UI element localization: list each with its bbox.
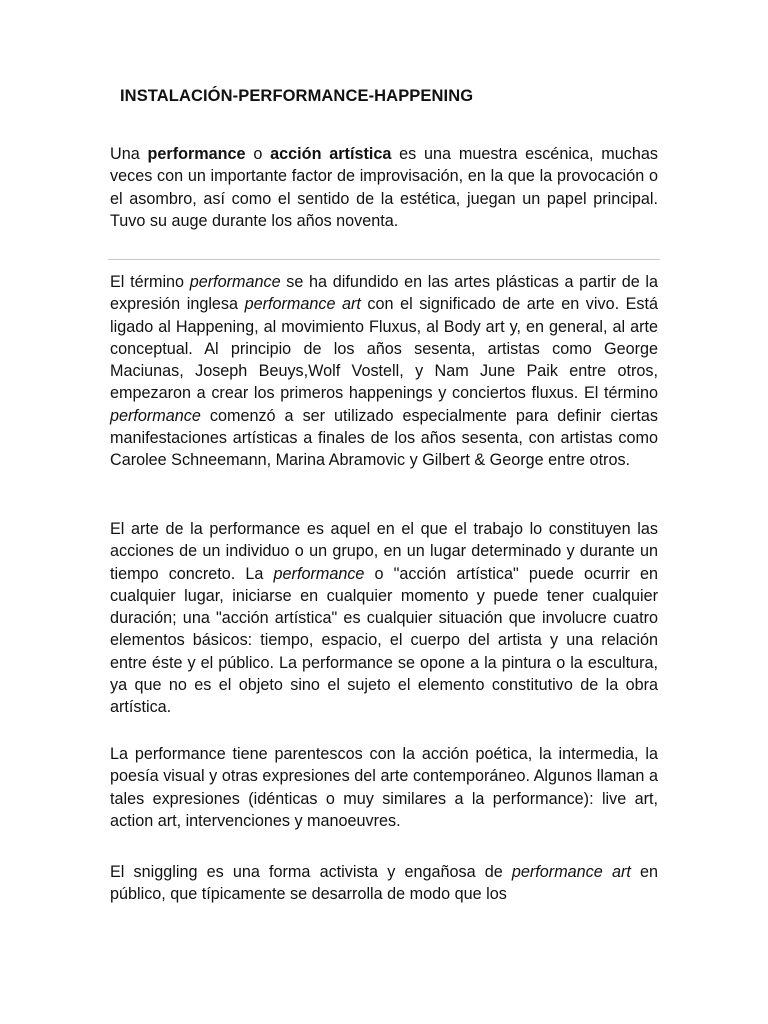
italic-term: performance bbox=[110, 406, 201, 425]
text-run: con el significado de arte en vivo. Está ligado al Happening, al movimiento Fluxus, al Body art y, en general, al arte conceptual. Al principio de los años sesenta, artistas como George Maciunas, Joseph Beuys,Wolf Vostell, y Nam June Paik entre otros, empezaron a crear los primeros happenings y conciertos fluxus. El término bbox=[110, 295, 658, 403]
text-run: Una bbox=[110, 145, 148, 163]
section-divider bbox=[108, 259, 660, 260]
intro-paragraph bbox=[110, 143, 658, 232]
bold-term: performance bbox=[147, 145, 246, 163]
text-run: La performance tiene parentescos con la acción poética, la intermedia, la poesía visual y otras expresiones del arte contemporáneo. Algunos llaman a tales expresiones (idénticas o muy similares a la performance): live art, action art, intervenciones y manoeuvres. bbox=[110, 745, 658, 830]
document-title: INSTALACIÓN-PERFORMANCE-HAPPENING bbox=[120, 87, 474, 105]
text-run: es una muestra escénica, muchas veces con un importante factor de improvisación, en la que la provocación o el asombro, así como el sentido de la estética, juegan un papel principal. Tuvo su auge durante los años noventa. bbox=[110, 145, 658, 230]
italic-term: performance art bbox=[244, 295, 361, 314]
italic-term: performance art bbox=[511, 863, 631, 881]
text-run: El sniggling es una forma activista y engañosa de bbox=[110, 863, 512, 881]
paragraph-related bbox=[110, 743, 658, 832]
text-run: o "acción artística" puede ocurrir en cualquier lugar, iniciarse en cualquier momento y puede tener cualquier duración; una "acción artística" es cualquier situación que involucre cuatro elementos básicos: tiempo, espacio, el cuerpo del artista y una relación entre éste y el público. La performance se opone a la pintura o la escultura, ya que no es el objeto sino el sujeto el elemento constitutivo de la obra artística. bbox=[110, 564, 658, 717]
paragraph-definition bbox=[110, 518, 658, 719]
text-run: El arte de la performance es aquel en el que el trabajo lo constituyen las acciones de un individuo o un grupo, en un lugar determinado y durante un tiempo concreto. La bbox=[110, 520, 658, 583]
text-run: en público, que típicamente se desarrolla de modo que los bbox=[110, 863, 659, 904]
paragraph-origin bbox=[110, 271, 658, 472]
text-run: comenzó a ser utilizado especialmente para definir ciertas manifestaciones artísticas a finales de los años sesenta, con artistas como Carolee Schneemann, Marina Abramovic y Gilbert & George entre otros. bbox=[110, 406, 658, 470]
bold-term: acción artística bbox=[270, 145, 392, 163]
text-run: El término bbox=[110, 273, 190, 291]
italic-term: performance bbox=[273, 564, 365, 583]
text-run: se ha difundido en las artes plásticas a partir de la expresión inglesa bbox=[110, 273, 658, 314]
paragraph-sniggling bbox=[110, 861, 658, 906]
italic-term: performance bbox=[189, 273, 281, 291]
text-run: o bbox=[245, 145, 271, 163]
